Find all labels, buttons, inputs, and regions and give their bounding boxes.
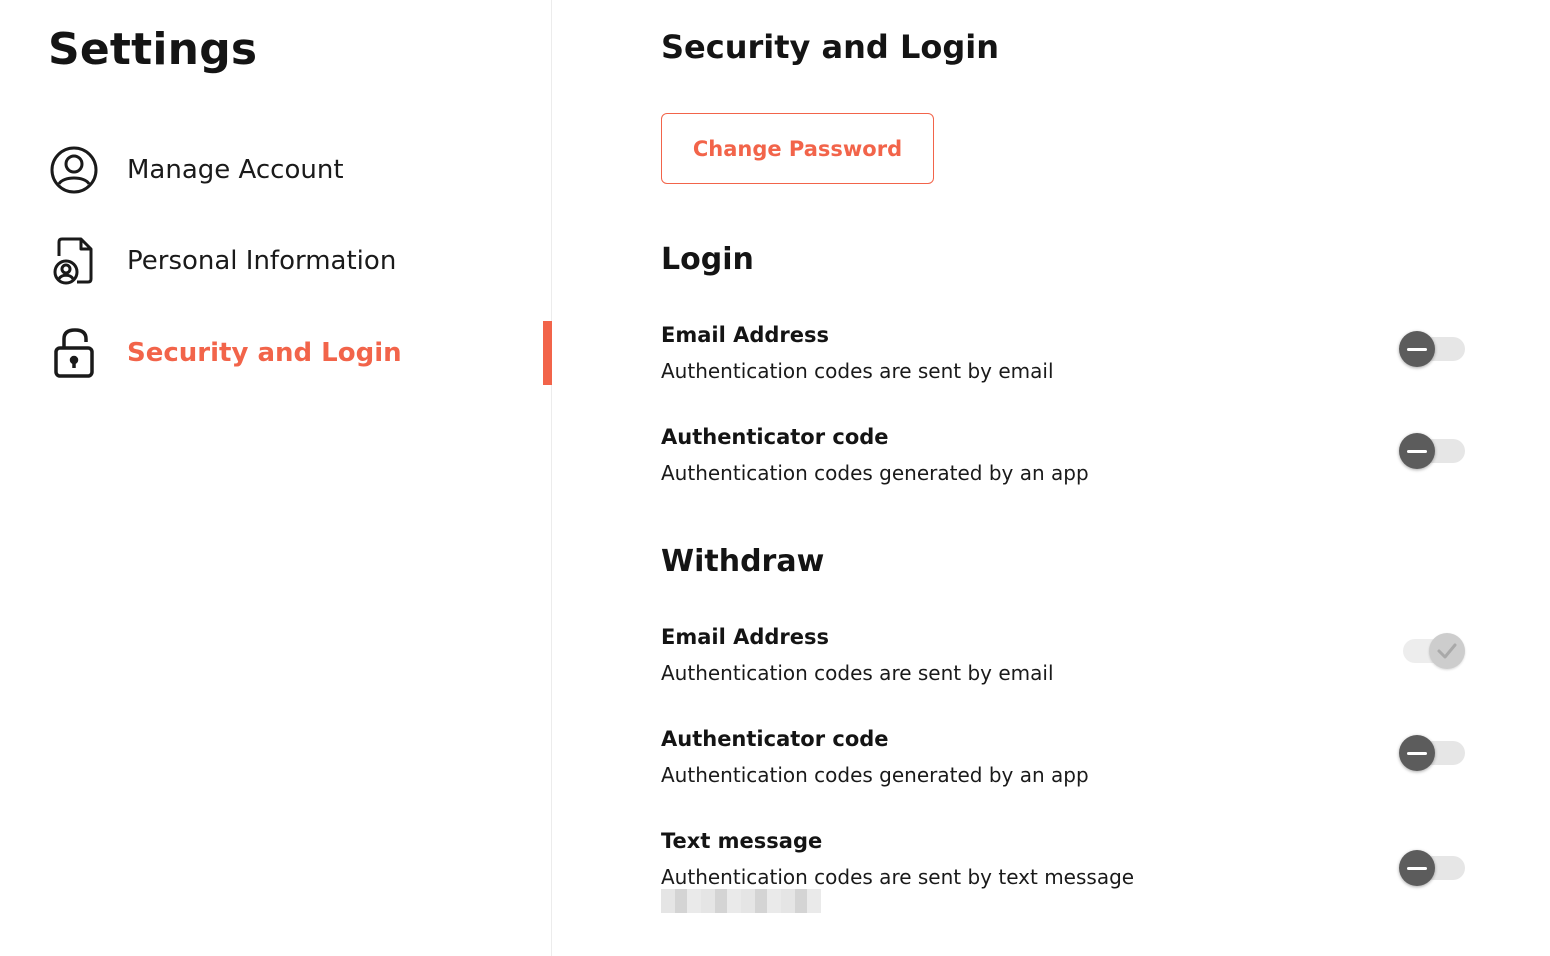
sidebar-item-security-and-login[interactable] [48,321,552,385]
toggle-login-authenticator[interactable] [1399,433,1465,469]
setting-description: Authentication codes generated by an app [661,461,1089,485]
active-indicator [543,321,552,385]
section-title-login: Login [661,242,754,277]
setting-name: Authenticator code [661,727,889,751]
setting-name: Text message [661,829,823,853]
setting-description: Authentication codes generated by an app [661,763,1089,787]
toggle-withdraw-authenticator[interactable] [1399,735,1465,771]
minus-icon [1399,735,1435,771]
setting-withdraw-authenticator [661,726,1481,806]
unlock-icon [48,327,100,379]
checkmark-icon [1429,633,1465,669]
setting-description: Authentication codes are sent by text message [661,865,1135,889]
setting-login-authenticator [661,424,1481,504]
section-title-withdraw: Withdraw [661,544,825,579]
sidebar [0,0,552,956]
setting-description: Authentication codes are sent by email [661,359,1054,383]
minus-icon [1399,331,1435,367]
page-title: Security and Login [661,28,999,66]
setting-login-email [661,322,1481,402]
setting-description: Authentication codes are sent by email [661,661,1054,685]
toggle-login-email[interactable] [1399,331,1465,367]
sidebar-item-manage-account[interactable] [48,138,552,202]
toggle-withdraw-email[interactable] [1399,633,1465,669]
user-circle-icon [48,144,100,196]
sidebar-item-label: Security and Login [127,338,402,368]
setting-name: Authenticator code [661,425,889,449]
setting-withdraw-email [661,624,1481,704]
sidebar-item-label: Manage Account [127,155,344,185]
minus-icon [1399,850,1435,886]
sidebar-title: Settings [48,24,258,75]
setting-name: Email Address [661,625,830,649]
redacted-phone-number [661,889,821,913]
main-content [661,0,1521,956]
sidebar-item-personal-information[interactable] [48,229,552,293]
minus-icon [1399,433,1435,469]
id-document-icon [48,235,100,287]
sidebar-item-label: Personal Information [127,246,397,276]
change-password-button[interactable]: Change Password [661,113,934,184]
setting-name: Email Address [661,323,830,347]
toggle-withdraw-text-message[interactable] [1399,850,1465,886]
